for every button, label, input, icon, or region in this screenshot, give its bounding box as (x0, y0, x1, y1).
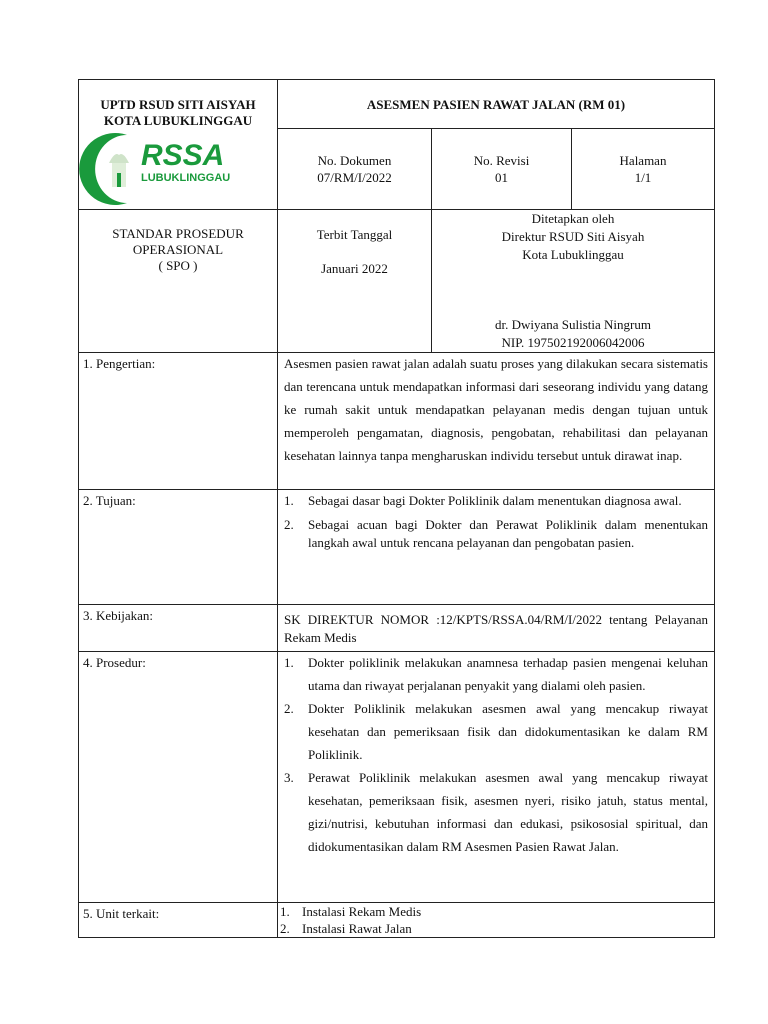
list-text: Instalasi Rawat Jalan (302, 921, 412, 936)
unit-list (280, 903, 714, 937)
section-label-tujuan: 2. Tujuan: (79, 490, 278, 605)
spo-line1: STANDAR PROSEDUR (112, 226, 244, 241)
spo-cell (79, 210, 278, 353)
list-number: 1. (280, 904, 290, 919)
list-number: 2. (280, 921, 290, 936)
list-item (284, 651, 708, 697)
spo-table (78, 79, 715, 938)
issue-date-cell (278, 210, 432, 353)
list-text: Instalasi Rekam Medis (302, 904, 422, 919)
section-label-unit: 5. Unit terkait: (79, 903, 278, 938)
list-number: 2. (284, 701, 294, 716)
list-number: 1. (284, 655, 294, 670)
spo-line3: ( SPO ) (158, 258, 198, 273)
list-number: 2. (284, 517, 294, 532)
tujuan-list (284, 489, 708, 552)
list-item (284, 516, 708, 552)
list-item (284, 697, 708, 766)
hospital-logo (79, 129, 277, 199)
issue-date-value: Januari 2022 (321, 261, 388, 276)
spo-document (78, 79, 714, 938)
list-text: Sebagai dasar bagi Dokter Poliklinik dalam menentukan diagnosa awal. (308, 493, 682, 508)
signer-name: dr. Dwiyana Sulistia Ningrum (495, 317, 651, 332)
org-logo-cell (79, 80, 278, 210)
page-value: 1/1 (634, 170, 652, 185)
list-item (280, 903, 714, 920)
prosedur-list (284, 651, 708, 858)
list-item (280, 920, 714, 937)
approval-line1: Ditetapkan oleh (531, 211, 615, 226)
section-tujuan (278, 490, 715, 605)
page-cell (572, 129, 715, 210)
org-name-line1: UPTD RSUD SITI AISYAH (100, 97, 256, 112)
issue-date-label: Terbit Tanggal (316, 227, 393, 242)
list-item (284, 766, 708, 858)
revision-label: No. Revisi (473, 153, 530, 168)
logo-text: RSSA (141, 139, 225, 172)
approval-line3: Kota Lubuklinggau (522, 247, 624, 262)
section-label-kebijakan: 3. Kebijakan: (79, 605, 278, 652)
org-name-line2: KOTA LUBUKLINGGAU (103, 113, 253, 128)
section-prosedur (278, 652, 715, 903)
section-label-pengertian: 1. Pengertian: (79, 353, 278, 490)
page-label: Halaman (619, 153, 667, 168)
logo-subtext: LUBUKLINGGAU (141, 172, 231, 184)
pengertian-text: Asesmen pasien rawat jalan adalah suatu proses yang dilakukan secara sistematis dan terencana untuk mendapatkan informasi dari seseorang individu yang datang ke rumah sakit untuk mendapatkan pelayanan medis dengan tujuan untuk memperoleh pengamatan, diagnosis, pengobatan, rehabilitasi dan pelayanan kesehatan lainnya tanpa mengharuskan individu tersebut untuk dirawat inap. (284, 356, 708, 463)
section-label-prosedur: 4. Prosedur: (79, 652, 278, 903)
list-text: Dokter Poliklinik melakukan asesmen awal yang mencakup riwayat kesehatan dan pemeriksaan fisik dan didokumentasikan ke dalam RM Poliklinik. (308, 701, 708, 762)
list-text: Dokter poliklinik melakukan anamnesa terhadap pasien mengenai keluhan utama dan riwayat perjalanan penyakit yang dialami oleh pasien. (308, 655, 708, 693)
list-text: Sebagai acuan bagi Dokter dan Perawat Poliklinik dalam menentukan langkah awal untuk rencana pelayanan dan pengobatan pasien. (308, 517, 708, 550)
revision-value: 01 (495, 170, 508, 185)
list-item (284, 489, 708, 512)
doc-number-value: 07/RM/I/2022 (317, 170, 392, 185)
list-number: 1. (284, 493, 294, 508)
section-unit (278, 903, 715, 938)
section-kebijakan (278, 605, 715, 652)
approval-line2: Direktur RSUD Siti Aisyah (501, 229, 645, 244)
list-number: 3. (284, 770, 294, 785)
signer-nip: NIP. 197502192006042006 (501, 335, 645, 350)
section-pengertian (278, 353, 715, 490)
spo-line2: OPERASIONAL (132, 242, 224, 257)
doc-title: ASESMEN PASIEN RAWAT JALAN (RM 01) (278, 80, 715, 129)
approval-cell (432, 210, 715, 353)
doc-number-cell (278, 129, 432, 210)
doc-number-label: No. Dokumen (317, 153, 392, 168)
kebijakan-text: SK DIREKTUR NOMOR :12/KPTS/RSSA.04/RM/I/2022 tentang Pelayanan Rekam Medis (284, 612, 708, 645)
list-text: Perawat Poliklinik melakukan asesmen awal yang mencakup riwayat kesehatan, pemeriksaan fisik, asesmen nyeri, risiko jatuh, status mental, gizi/nutrisi, kebutuhan informasi dan edukasi, psikososial spiritual, dan didokumentasikan dalam RM Asesmen Pasien Rawat Jalan. (308, 770, 708, 854)
revision-cell (432, 129, 572, 210)
hospital-logo-icon (79, 129, 278, 209)
